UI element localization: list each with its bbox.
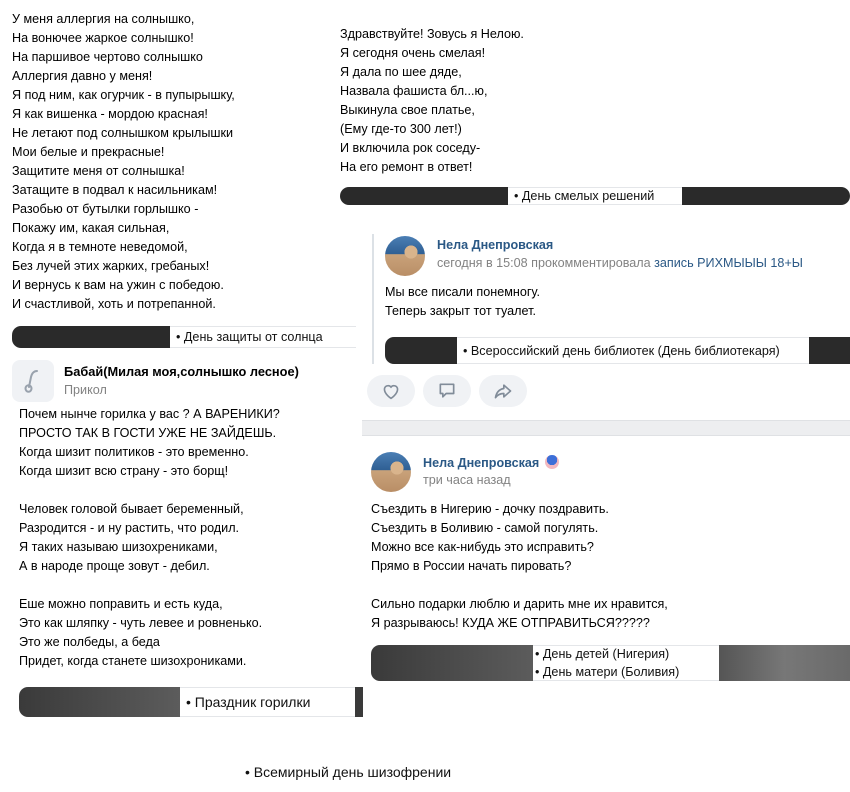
like-button[interactable]: [367, 375, 415, 407]
redaction-block: [19, 687, 180, 717]
poem-line: У меня аллергия на солнышко,: [12, 12, 195, 26]
post-line: Когда шизит всю страну - это борщ!: [19, 464, 229, 478]
redaction-block: [719, 645, 850, 681]
avatar[interactable]: [385, 236, 425, 276]
author-name[interactable]: [423, 455, 559, 470]
poem-line: Назвала фашиста бл...ю,: [340, 84, 488, 98]
redaction-block: [340, 187, 508, 205]
post-line: Почем нынче горилка у вас ? А ВАРЕНИКИ?: [19, 407, 280, 421]
post-line: Когда шизит политиков - это временно.: [19, 445, 249, 459]
post-line: Человек головой бывает беременный,: [19, 502, 244, 516]
post-brave-text: [340, 25, 524, 177]
blank-line: [19, 481, 280, 500]
poem-line: И вернусь к вам на ужин с победою.: [12, 278, 224, 292]
poem-line: Мои белые и прекрасные!: [12, 145, 165, 159]
redaction-block: [371, 645, 533, 681]
post-line: Еше можно поправить и есть куда,: [19, 597, 223, 611]
caption-bar-sun-protection: [12, 326, 356, 348]
blank-line: [371, 576, 668, 595]
heart-icon: [381, 382, 401, 400]
poem-line: (Ему где-то 300 лет!): [340, 122, 462, 136]
poem-line: Выкинула свое платье,: [340, 103, 475, 117]
feed-divider: [362, 420, 850, 436]
comment-time: сегодня в 15:08 прокомментировала: [437, 256, 651, 270]
author-name-text[interactable]: Нела Днепровская: [423, 456, 540, 470]
caption-text: • День защиты от солнца: [170, 326, 356, 348]
comment-meta: [437, 256, 803, 270]
poem-line: Я сегодня очень смелая!: [340, 46, 486, 60]
post-time[interactable]: три часа назад: [423, 473, 511, 487]
comment-line: Мы все писали понемногу.: [385, 285, 540, 299]
poem-line: И счастливой, хоть и потрепанной.: [12, 297, 216, 311]
redaction-block: [682, 187, 850, 205]
emoji-badge-icon: [545, 455, 559, 469]
caption-text: • Праздник горилки: [180, 687, 355, 717]
caption-text: • День смелых решений: [508, 187, 682, 205]
poem-line: Защитите меня от солнышка!: [12, 164, 185, 178]
redaction-block: [809, 337, 850, 364]
poem-line: Затащите в подвал к насильникам!: [12, 183, 218, 197]
poem-line: Когда я в темноте неведомой,: [12, 240, 188, 254]
poem-line: Аллергия давно у меня!: [12, 69, 153, 83]
post-line: Съездить в Нигерию - дочку поздравить.: [371, 502, 609, 516]
caption-line: • День матери (Боливия): [535, 665, 680, 679]
poem-line: На паршивое чертово солнышко: [12, 50, 203, 64]
audio-track-cover[interactable]: [12, 360, 54, 402]
post-link[interactable]: запись РИХМЫЫЫ 18+Ы: [654, 256, 803, 270]
post-line: А в народе проще зовут - дебил.: [19, 559, 210, 573]
redaction-block: [355, 687, 363, 717]
blank-line: [19, 576, 280, 595]
caption-text: • Всероссийский день библиотек (День библиотекаря): [457, 337, 809, 364]
post-line: Можно все как-нибудь это исправить?: [371, 540, 594, 554]
music-note-icon: [24, 368, 42, 394]
poem-line: Покажу им, какая сильная,: [12, 221, 170, 235]
poem-line: На вонючее жаркое солнышко!: [12, 31, 194, 45]
avatar[interactable]: [371, 452, 411, 492]
comment-button[interactable]: [423, 375, 471, 407]
author-name[interactable]: Нела Днепровская: [437, 238, 554, 252]
redaction-block: [12, 326, 170, 348]
poem-line: Без лучей этих жарких, гребаных!: [12, 259, 210, 273]
post-line: Прямо в России начать пировать?: [371, 559, 572, 573]
poem-line: Здравствуйте! Зовусь я Нелою.: [340, 27, 524, 41]
post-line: Я разрываюсь! КУДА ЖЕ ОТПРАВИТЬСЯ?????: [371, 616, 650, 630]
caption-bar-brave-decisions: [340, 187, 850, 205]
share-button[interactable]: [479, 375, 527, 407]
post-line: Съездить в Боливию - самой погулять.: [371, 521, 599, 535]
caption-text: [533, 645, 719, 681]
post-line: Это как шляпку - чуть левее и ровненько.: [19, 616, 263, 630]
travel-post-text: [371, 500, 668, 633]
post-line: Сильно подарки люблю и дарить мне их нравится,: [371, 597, 668, 611]
caption-bar-gorilka-holiday: [19, 687, 363, 717]
poem-line: И включила рок соседу-: [340, 141, 481, 155]
comment-icon: [437, 381, 457, 401]
audio-track-subtitle[interactable]: Прикол: [64, 383, 107, 397]
poem-line: Я как вишенка - мордою красная!: [12, 107, 208, 121]
audio-post-text: [19, 405, 280, 671]
post-line: ПРОСТО ТАК В ГОСТИ УЖЕ НЕ ЗАЙДЕШЬ.: [19, 426, 277, 440]
poem-line: На его ремонт в ответ!: [340, 160, 473, 174]
share-icon: [493, 381, 513, 401]
post-line: Разродится - и ну растить, что родил.: [19, 521, 240, 535]
poem-line: Я под ним, как огурчик - в пупырышку,: [12, 88, 235, 102]
schizophrenia-day-caption: • Всемирный день шизофрении: [245, 764, 452, 780]
redaction-block: [385, 337, 457, 364]
audio-track-title[interactable]: Бабай(Милая моя,солнышко лесное): [64, 364, 299, 379]
poem-line: Не летают под солнышком крылышки: [12, 126, 234, 140]
post-line: Это же полбеды, а беда: [19, 635, 160, 649]
comment-text: [385, 283, 540, 321]
post-line: Я таких называю шизохрениками,: [19, 540, 218, 554]
caption-line: • День детей (Нигерия): [535, 647, 670, 661]
caption-bar-library-day: [385, 337, 850, 364]
post-line: Придет, когда станете шизохрониками.: [19, 654, 247, 668]
poem-line: Я дала по шее дяде,: [340, 65, 462, 79]
quote-border: [372, 234, 374, 364]
caption-bar-children-mother-day: [371, 645, 850, 681]
post-sun-allergy-text: [12, 10, 235, 314]
comment-line: Теперь закрыт тот туалет.: [385, 304, 536, 318]
poem-line: Разобью от бутылки горлышко -: [12, 202, 199, 216]
